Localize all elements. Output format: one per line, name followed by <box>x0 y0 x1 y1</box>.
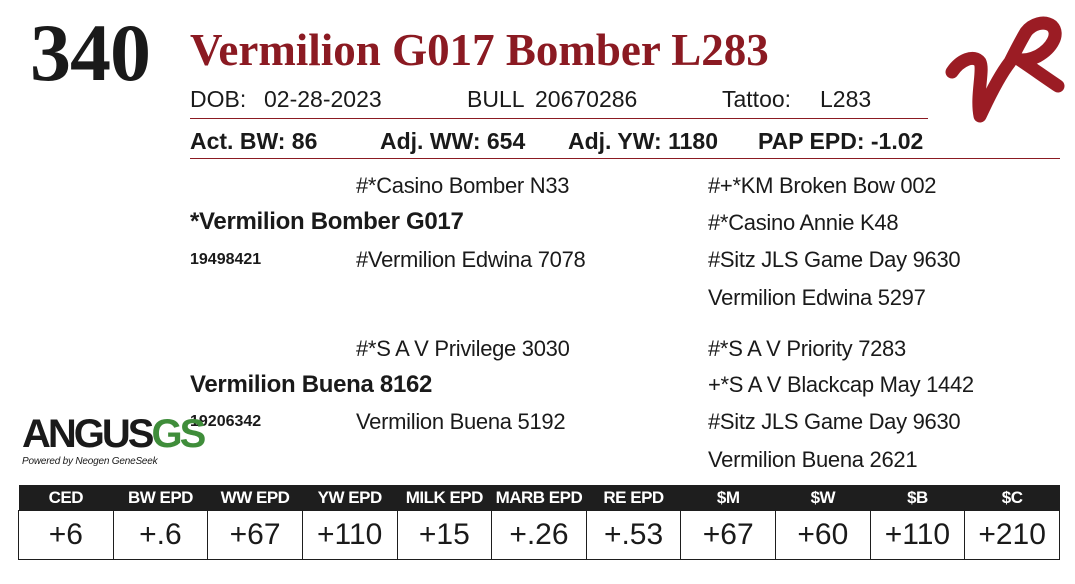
angus-logo-gs: GS <box>151 412 204 456</box>
dob-label: DOB: <box>190 86 247 112</box>
epd-value-c: +210 <box>965 511 1060 560</box>
adjusted-yw: Adj. YW: 1180 <box>568 128 718 154</box>
divider <box>190 158 1060 159</box>
epd-value-re: +.53 <box>586 511 681 560</box>
sire-name: *Vermilion Bomber G017 <box>190 208 464 235</box>
sire-dam-sire: #Sitz JLS Game Day 9630 <box>708 247 961 272</box>
epd-value-marb: +.26 <box>492 511 587 560</box>
epd-header-bw: BW EPD <box>113 485 208 511</box>
sire-registration: 19498421 <box>190 251 262 268</box>
epd-header-marb: MARB EPD <box>492 485 587 511</box>
dam-name: Vermilion Buena 8162 <box>190 371 433 398</box>
adjusted-ww: Adj. WW: 654 <box>380 128 526 154</box>
dam-sire: #*S A V Privilege 3030 <box>356 336 570 361</box>
tattoo-label: Tattoo: <box>722 86 792 112</box>
sire-sire-dam: #*Casino Annie K48 <box>708 210 899 235</box>
epd-header-ced: CED <box>19 485 114 511</box>
angus-logo-tagline: Powered by Neogen GeneSeek <box>22 456 158 467</box>
epd-value-yw: +110 <box>302 511 397 560</box>
epd-header-w: $W <box>776 485 871 511</box>
epd-value-ced: +6 <box>19 511 114 560</box>
epd-header-c: $C <box>965 485 1060 511</box>
tattoo-value: L283 <box>820 86 872 112</box>
epd-header-m: $M <box>681 485 776 511</box>
dam-sire-sire: #*S A V Priority 7283 <box>708 336 906 361</box>
epd-header-b: $B <box>870 485 965 511</box>
epd-value-b: +110 <box>870 511 965 560</box>
vr-brand-logo <box>940 10 1065 130</box>
angus-logo-word: ANGUS <box>22 412 152 456</box>
sire-sire: #*Casino Bomber N33 <box>356 173 570 198</box>
epd-value-w: +60 <box>776 511 871 560</box>
epd-value-ww: +67 <box>208 511 303 560</box>
dam-dam: Vermilion Buena 5192 <box>356 409 566 434</box>
animal-name: Vermilion G017 Bomber L283 <box>190 25 769 75</box>
sex-value: BULL <box>467 86 525 112</box>
lot-number: 340 <box>30 7 150 98</box>
dam-dam-dam: Vermilion Buena 2621 <box>708 447 918 472</box>
dob-value: 02-28-2023 <box>264 86 382 112</box>
epd-header-row <box>19 485 1060 511</box>
epd-header-yw: YW EPD <box>302 485 397 511</box>
epd-header-re: RE EPD <box>586 485 681 511</box>
sire-dam: #Vermilion Edwina 7078 <box>356 247 586 272</box>
dam-registration: 19206342 <box>190 413 262 430</box>
actual-bw: Act. BW: 86 <box>190 128 318 154</box>
epd-header-milk: MILK EPD <box>397 485 492 511</box>
dam-dam-sire: #Sitz JLS Game Day 9630 <box>708 409 961 434</box>
epd-value-bw: +.6 <box>113 511 208 560</box>
epd-table <box>18 485 1060 560</box>
epd-value-row <box>19 511 1060 560</box>
dam-sire-dam: +*S A V Blackcap May 1442 <box>708 372 974 397</box>
pap-epd: PAP EPD: -1.02 <box>758 128 924 154</box>
epd-header-ww: WW EPD <box>208 485 303 511</box>
epd-value-milk: +15 <box>397 511 492 560</box>
sire-dam-dam: Vermilion Edwina 5297 <box>708 285 926 310</box>
angus-gs-logo <box>22 412 204 474</box>
divider <box>190 118 928 119</box>
registration-number: 20670286 <box>535 86 638 112</box>
epd-value-m: +67 <box>681 511 776 560</box>
sire-sire-sire: #+*KM Broken Bow 002 <box>708 173 937 198</box>
